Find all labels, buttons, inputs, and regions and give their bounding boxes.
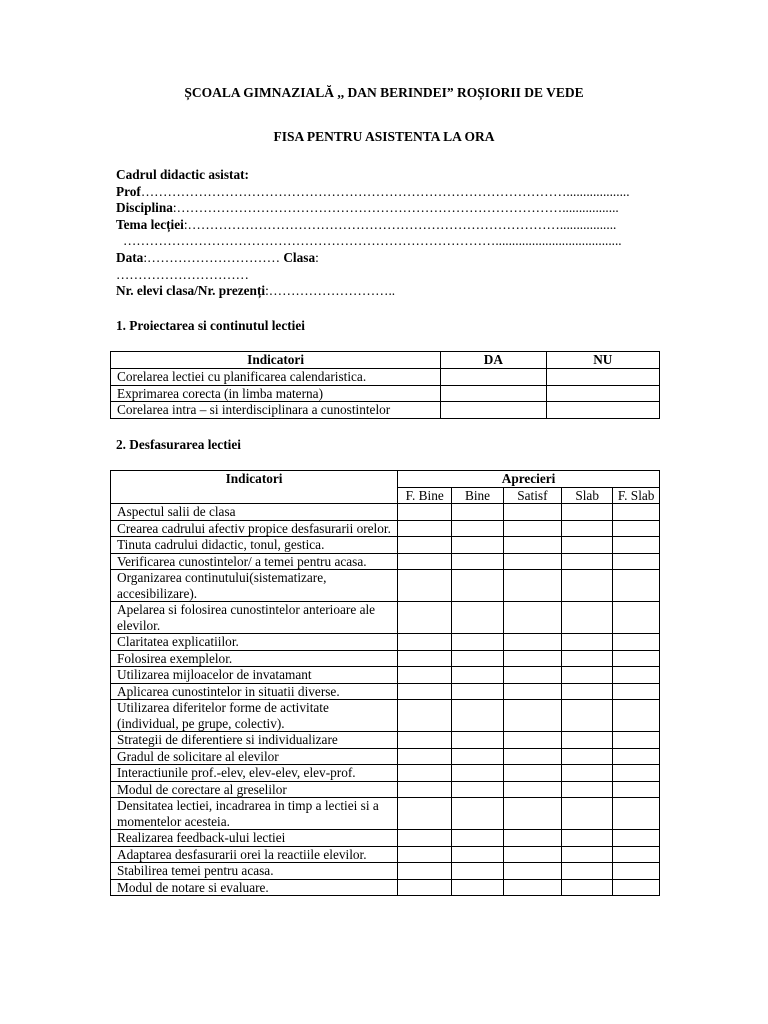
rating-cell[interactable] [452, 732, 503, 749]
rating-cell[interactable] [613, 798, 660, 830]
discipline-line [116, 200, 676, 217]
class-colon: : [315, 249, 319, 265]
rating-cell[interactable] [452, 863, 503, 880]
indicator-cell: Densitatea lectiei, incadrarea in timp a lectiei si a momentelor acesteia. [111, 798, 398, 830]
table-row [111, 846, 660, 863]
rating-cell[interactable] [613, 846, 660, 863]
rating-cell[interactable] [398, 781, 452, 798]
table-row [111, 602, 660, 634]
date-field: :………………………… [143, 249, 284, 265]
rating-cell[interactable] [398, 830, 452, 847]
table-row [111, 385, 660, 402]
rating-cell[interactable] [562, 748, 613, 765]
rating-cell[interactable] [613, 650, 660, 667]
rating-cell[interactable] [613, 700, 660, 732]
rating-cell[interactable] [562, 732, 613, 749]
topic-field: :…………………………………………………………………………................. [183, 216, 617, 232]
rating-cell[interactable] [503, 602, 561, 634]
rating-cell[interactable] [398, 846, 452, 863]
indicator-cell: Adaptarea desfasurarii orei la reactiile elevilor. [111, 846, 398, 863]
students-label: Nr. elevi clasa/Nr. prezenți [116, 283, 266, 299]
table-row [111, 634, 660, 651]
rating-cell[interactable] [503, 748, 561, 765]
rating-cell[interactable] [452, 667, 503, 684]
indicator-cell: Gradul de solicitare al elevilor [111, 748, 398, 765]
rating-cell[interactable] [398, 520, 452, 537]
rating-cell[interactable] [562, 570, 613, 602]
rating-cell[interactable] [562, 520, 613, 537]
rating-cell[interactable] [562, 667, 613, 684]
rating-cell[interactable] [503, 570, 561, 602]
rating-cell[interactable] [613, 667, 660, 684]
indicator-cell: Organizarea continutului(sistematizare, accesibilizare). [111, 570, 398, 602]
table-row [111, 667, 660, 684]
rating-cell[interactable] [398, 650, 452, 667]
column-header-indicators: Indicatori [111, 471, 398, 504]
date-class-line [116, 250, 676, 267]
rating-cell[interactable] [562, 700, 613, 732]
rating-cell[interactable] [452, 846, 503, 863]
rating-cell[interactable] [398, 602, 452, 634]
discipline-label: Disciplina [116, 200, 173, 216]
rating-cell[interactable] [613, 634, 660, 651]
rating-column-header: Satisf [503, 487, 561, 504]
table-row [111, 748, 660, 765]
table-row [111, 732, 660, 749]
rating-cell[interactable] [398, 765, 452, 782]
rating-cell[interactable] [452, 634, 503, 651]
rating-cell[interactable] [452, 830, 503, 847]
indicator-cell: Exprimarea corecta (in limba materna) [111, 385, 441, 402]
rating-cell[interactable] [503, 863, 561, 880]
rating-cell[interactable] [613, 520, 660, 537]
students-field: :……………………….. [265, 283, 396, 299]
rating-cell[interactable] [613, 683, 660, 700]
table-row [111, 537, 660, 554]
rating-cell[interactable] [452, 650, 503, 667]
topic-line [116, 217, 676, 234]
rating-cell[interactable] [503, 683, 561, 700]
indicator-cell: Modul de notare si evaluare. [111, 879, 398, 896]
rating-cell[interactable] [562, 863, 613, 880]
column-header-ratings: Aprecieri [398, 471, 660, 488]
students-line [116, 283, 676, 300]
da-check-cell[interactable] [441, 369, 546, 386]
table-row [111, 402, 660, 419]
rating-cell[interactable] [452, 570, 503, 602]
rating-cell[interactable] [452, 553, 503, 570]
rating-cell[interactable] [613, 553, 660, 570]
rating-cell[interactable] [452, 520, 503, 537]
indicator-cell: Utilizarea mijloacelor de invatamant [111, 667, 398, 684]
rating-cell[interactable] [562, 553, 613, 570]
indicator-cell: Crearea cadrului afectiv propice desfasurarii orelor. [111, 520, 398, 537]
column-header-da: DA [441, 352, 546, 369]
rating-cell[interactable] [562, 846, 613, 863]
table-row [111, 553, 660, 570]
rating-cell[interactable] [503, 798, 561, 830]
rating-cell[interactable] [398, 683, 452, 700]
table-header-row [111, 471, 660, 488]
rating-cell[interactable] [562, 650, 613, 667]
indicator-cell: Claritatea explicatiilor. [111, 634, 398, 651]
rating-cell[interactable] [503, 504, 561, 521]
indicator-cell: Verificarea cunostintelor/ a temei pentru acasa. [111, 553, 398, 570]
rating-cell[interactable] [613, 830, 660, 847]
rating-cell[interactable] [398, 504, 452, 521]
rating-cell[interactable] [503, 634, 561, 651]
rating-cell[interactable] [398, 537, 452, 554]
table-row [111, 830, 660, 847]
section2-heading: 2. Desfasurarea lectiei [116, 437, 241, 452]
table-row [111, 650, 660, 667]
rating-cell[interactable] [503, 667, 561, 684]
rating-cell[interactable] [562, 798, 613, 830]
rating-cell[interactable] [613, 863, 660, 880]
rating-cell[interactable] [452, 537, 503, 554]
rating-cell[interactable] [562, 602, 613, 634]
rating-cell[interactable] [613, 504, 660, 521]
rating-cell[interactable] [503, 879, 561, 896]
indicator-cell: Strategii de diferentiere si individualizare [111, 732, 398, 749]
rating-cell[interactable] [452, 879, 503, 896]
table-row [111, 700, 660, 732]
rating-cell[interactable] [562, 830, 613, 847]
rating-cell[interactable] [613, 879, 660, 896]
rating-cell[interactable] [613, 765, 660, 782]
rating-cell[interactable] [503, 700, 561, 732]
rating-cell[interactable] [503, 846, 561, 863]
indicator-cell: Tinuta cadrului didactic, tonul, gestica. [111, 537, 398, 554]
indicator-cell: Realizarea feedback-ului lectiei [111, 830, 398, 847]
rating-cell[interactable] [562, 537, 613, 554]
rating-cell[interactable] [562, 781, 613, 798]
rating-cell[interactable] [613, 537, 660, 554]
rating-cell[interactable] [398, 667, 452, 684]
rating-cell[interactable] [398, 553, 452, 570]
teacher-info-block [116, 167, 676, 300]
topic-line-2 [116, 233, 676, 250]
rating-cell[interactable] [503, 553, 561, 570]
rating-cell[interactable] [503, 732, 561, 749]
rating-cell[interactable] [503, 650, 561, 667]
rating-cell[interactable] [452, 748, 503, 765]
class-field-line [116, 267, 676, 284]
prof-field: ……………………………………………………………………………………................... [140, 183, 630, 199]
rating-column-header: Slab [562, 487, 613, 504]
design-content-table [110, 351, 660, 419]
rating-cell[interactable] [562, 765, 613, 782]
nu-check-cell[interactable] [546, 385, 659, 402]
rating-column-header: Bine [452, 487, 503, 504]
table-row [111, 798, 660, 830]
rating-cell[interactable] [452, 798, 503, 830]
table-row [111, 369, 660, 386]
rating-cell[interactable] [613, 602, 660, 634]
indicator-cell: Modul de corectare al greselilor [111, 781, 398, 798]
rating-cell[interactable] [503, 830, 561, 847]
rating-cell[interactable] [398, 634, 452, 651]
discipline-field: :……………………………………………………………………………................. [172, 200, 619, 216]
da-check-cell[interactable] [441, 385, 546, 402]
indicator-cell: Folosirea exemplelor. [111, 650, 398, 667]
rating-cell[interactable] [562, 879, 613, 896]
rating-cell[interactable] [398, 748, 452, 765]
school-name: ȘCOALA GIMNAZIALĂ ,, DAN BERINDEI” ROȘIORII DE VEDE [184, 85, 584, 100]
nu-check-cell[interactable] [546, 369, 659, 386]
indicator-cell: Stabilirea temei pentru acasa. [111, 863, 398, 880]
rating-cell[interactable] [398, 570, 452, 602]
teacher-label: Cadrul didactic asistat: [116, 167, 249, 182]
rating-cell[interactable] [452, 683, 503, 700]
prof-label: Prof [116, 183, 141, 199]
table-row [111, 683, 660, 700]
indicator-cell: Apelarea si folosirea cunostintelor anterioare ale elevilor. [111, 602, 398, 634]
rating-cell[interactable] [562, 504, 613, 521]
rating-cell[interactable] [503, 765, 561, 782]
rating-cell[interactable] [398, 700, 452, 732]
rating-cell[interactable] [613, 748, 660, 765]
da-check-cell[interactable] [441, 402, 546, 419]
lesson-progress-table [110, 470, 660, 896]
rating-cell[interactable] [613, 732, 660, 749]
rating-cell[interactable] [398, 798, 452, 830]
indicator-cell: Corelarea lectiei cu planificarea calendaristica. [111, 369, 441, 386]
indicator-cell: Aplicarea cunostintelor in situatii diverse. [111, 683, 398, 700]
indicator-cell: Interactiunile prof.-elev, elev-elev, elev-prof. [111, 765, 398, 782]
topic-label: Tema lecției [116, 216, 184, 232]
rating-cell[interactable] [562, 634, 613, 651]
date-label: Data [116, 249, 144, 265]
table-row [111, 765, 660, 782]
class-label: Clasa [283, 249, 316, 265]
topic-field-2: …………………………………………………………………………...................................... [123, 233, 622, 249]
rating-cell[interactable] [503, 781, 561, 798]
column-header-indicators: Indicatori [111, 352, 441, 369]
indicator-cell: Aspectul salii de clasa [111, 504, 398, 521]
table-row [111, 781, 660, 798]
nu-check-cell[interactable] [546, 402, 659, 419]
rating-cell[interactable] [452, 781, 503, 798]
table-row [111, 879, 660, 896]
rating-cell[interactable] [452, 602, 503, 634]
rating-cell[interactable] [562, 683, 613, 700]
prof-line [116, 184, 676, 201]
column-header-nu: NU [546, 352, 659, 369]
section1-heading: 1. Proiectarea si continutul lectiei [116, 318, 305, 333]
table-row [111, 504, 660, 521]
indicator-cell: Corelarea intra – si interdisciplinara a cunostintelor [111, 402, 441, 419]
rating-cell[interactable] [398, 863, 452, 880]
table-row [111, 520, 660, 537]
rating-cell[interactable] [398, 879, 452, 896]
indicator-cell: Utilizarea diferitelor forme de activitate (individual, pe grupe, colectiv). [111, 700, 398, 732]
rating-column-header: F. Slab [613, 487, 660, 504]
rating-cell[interactable] [613, 570, 660, 602]
rating-cell[interactable] [613, 781, 660, 798]
table-row [111, 570, 660, 602]
document-title: FISA PENTRU ASISTENTA LA ORA [273, 129, 495, 144]
class-field: ………………………… [116, 266, 249, 282]
rating-cell[interactable] [398, 732, 452, 749]
table-header-row [111, 352, 660, 369]
table-row [111, 863, 660, 880]
rating-cell[interactable] [503, 537, 561, 554]
rating-cell[interactable] [452, 700, 503, 732]
rating-column-header: F. Bine [398, 487, 452, 504]
rating-cell[interactable] [452, 504, 503, 521]
rating-cell[interactable] [503, 520, 561, 537]
rating-cell[interactable] [452, 765, 503, 782]
